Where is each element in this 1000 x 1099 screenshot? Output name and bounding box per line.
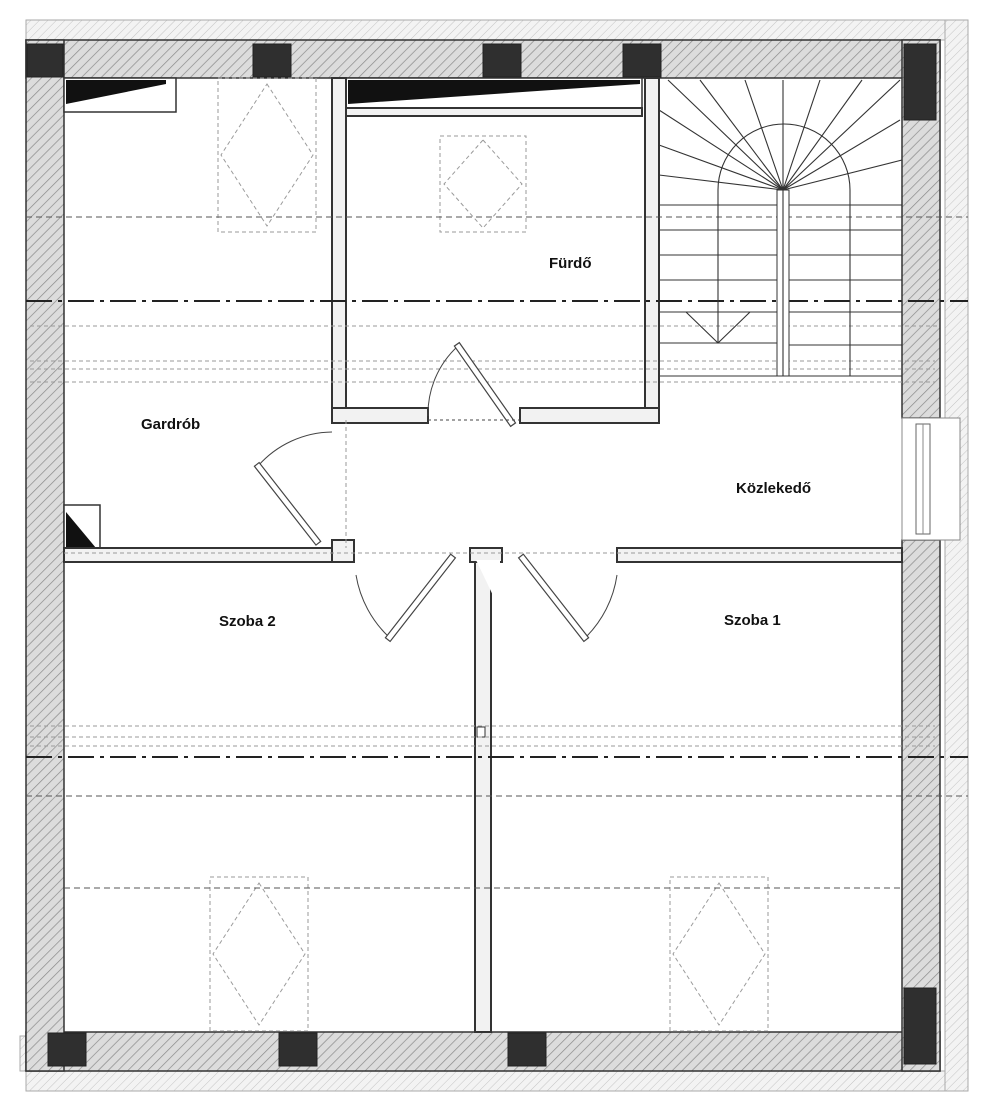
- room-label-kozlekedo: Közlekedő: [736, 480, 812, 497]
- doors: [254, 343, 617, 642]
- staircase: [659, 78, 902, 376]
- axis-lines: [26, 301, 968, 757]
- corridor-window: [902, 418, 960, 540]
- roof-wedges: [64, 78, 642, 551]
- room-label-szoba-1: Szoba 1: [724, 612, 781, 629]
- room-label-furdo: Fürdő: [549, 255, 592, 272]
- interior-walls: [64, 78, 902, 1032]
- room-label-gardrob: Gardrób: [141, 416, 201, 433]
- room-label-szoba-2: Szoba 2: [219, 613, 276, 630]
